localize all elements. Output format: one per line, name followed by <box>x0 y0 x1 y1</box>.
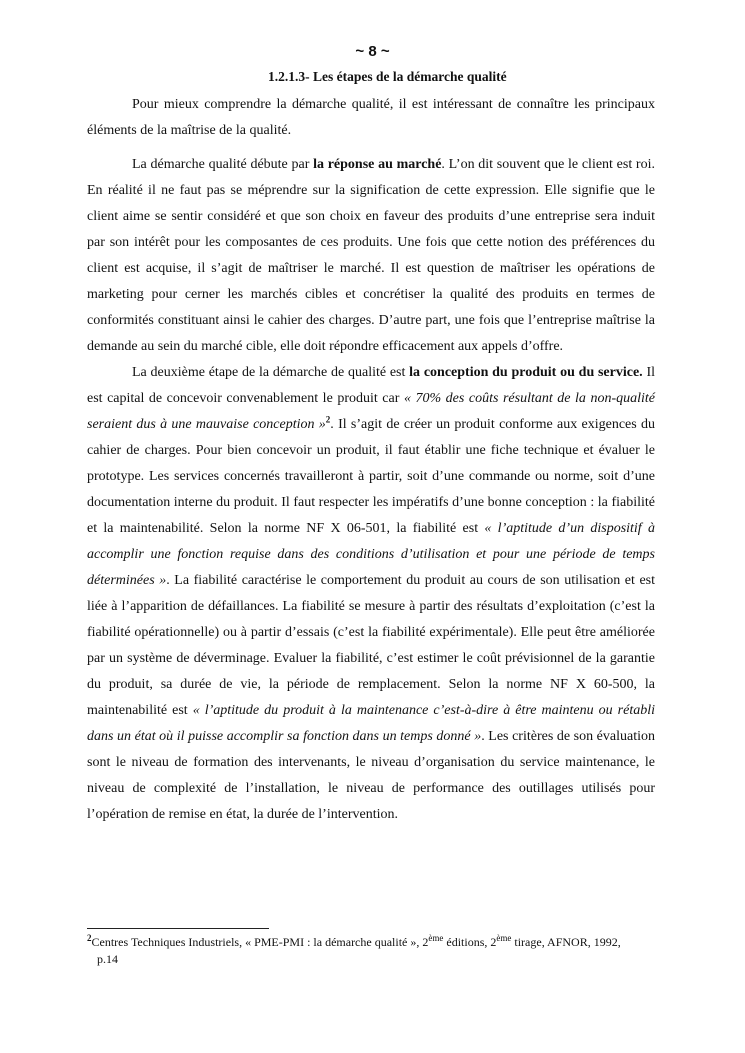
paragraph-market <box>87 152 655 360</box>
conception-bold-term: la conception du produit ou du service. <box>409 365 643 380</box>
paragraph-intro-text: Pour mieux comprendre la démarche qualité, il est intéressant de connaître les principaux éléments de la maîtrise de la qualité. <box>87 97 655 138</box>
footnote-sup-2: ème <box>496 933 512 943</box>
market-text-rest: . L’on dit souvent que le client est roi. En réalité il ne faut pas se méprendre sur la signification de cette expression. Elle signifie que le client aime se sentir considéré et que son choix en faveur des produits d’une entreprise sera induit par son intérêt pour les composantes de ces produits. Une fois que cette notion des préférences du client est acquise, il s’agit de maîtriser le marché. Il est question de maîtriser les opérations de marketing pour cerner les marchés cibles et concrétiser la qualité des produits en termes de conformités constituant ainsi le cahier des charges. D’autre part, une fois que l’entreprise maîtrise la demande au sein du marché cible, elle doit répondre efficacement aux appels d’offre. <box>87 157 655 354</box>
conception-text-4: . Les critères de son évaluation sont le niveau de formation des intervenants, le niveau d’organisation du service maintenance, le niveau de complexité de l’installation, le niveau de performance des outillages utilisés pour l’opération de remise en état, la durée de l’intervention. <box>87 729 655 822</box>
footnote <box>87 934 657 968</box>
footnote-page: p.14 <box>97 952 118 966</box>
market-bold-term: la réponse au marché <box>313 157 442 172</box>
footnote-sup-1: ème <box>428 933 444 943</box>
conception-text-2: . Il s’agit de créer un produit conforme aux exigences du cahier de charges. Pour bien concevoir un produit, il faut établir une fiche technique et évaluer le prototype. Les services concernés travailleront à partir, soit d’une commande ou norme, soit d’une documentation interne du produit. Il faut respecter les impératifs d’une bonne conception : la fiabilité et la maintenabilité. Selon la norme NF X 06-501, la fiabilité est <box>87 417 656 536</box>
conception-text-1: Il est capital de concevoir convenablement le produit car <box>87 365 656 406</box>
document-body <box>87 92 655 828</box>
conception-text-3: . La fiabilité caractérise le comportement du produit au cours de son utilisation et est liée à l’apparition de défaillances. La fiabilité se mesure à partir des résultats d’exploitation (c’est la fiabilité opérationnelle) ou à partir d’essais (c’est la fiabilité expérimentale). Elle peut être améliorée par un système de déverminage. Evaluer la fiabilité, c’est estimer le coût prévisionnel de la garantie du produit, sa durée de vie, la période de remplacement. Selon la norme NF X 60-500, la maintenabilité est <box>87 573 655 718</box>
paragraph-conception <box>87 360 655 828</box>
footnote-reference: 2 <box>325 414 331 425</box>
market-text-start: La démarche qualité débute par <box>132 157 314 172</box>
conception-quote-3: « l’aptitude du produit à la maintenance c’est-à-dire à être maintenu ou rétabli dans un état où il puisse accomplir sa fonction dans un temps donné » <box>87 703 655 744</box>
footnote-text-b: éditions, 2 <box>443 935 497 949</box>
page-number: ~ 8 ~ <box>355 43 390 60</box>
conception-quote-1: « 70% des coûts résultant de la non-qualité seraient dus à une mauvaise conception » <box>87 391 655 432</box>
footnote-text-a: Centres Techniques Industriels, « PME-PMI : la démarche qualité », 2 <box>91 935 429 949</box>
footnote-divider <box>87 928 269 929</box>
conception-text-start: La deuxième étape de la démarche de qualité est <box>132 365 410 380</box>
section-heading: 1.2.1.3- Les étapes de la démarche qualité <box>268 69 507 84</box>
footnote-mark: 2 <box>87 933 92 943</box>
paragraph-intro <box>87 92 655 144</box>
footnote-text-c: tirage, AFNOR, 1992, <box>511 935 621 949</box>
conception-quote-2: « l’aptitude d’un dispositif à accomplir une fonction requise dans des conditions d’utilisation et pour une période de temps déterminées » <box>87 521 655 588</box>
